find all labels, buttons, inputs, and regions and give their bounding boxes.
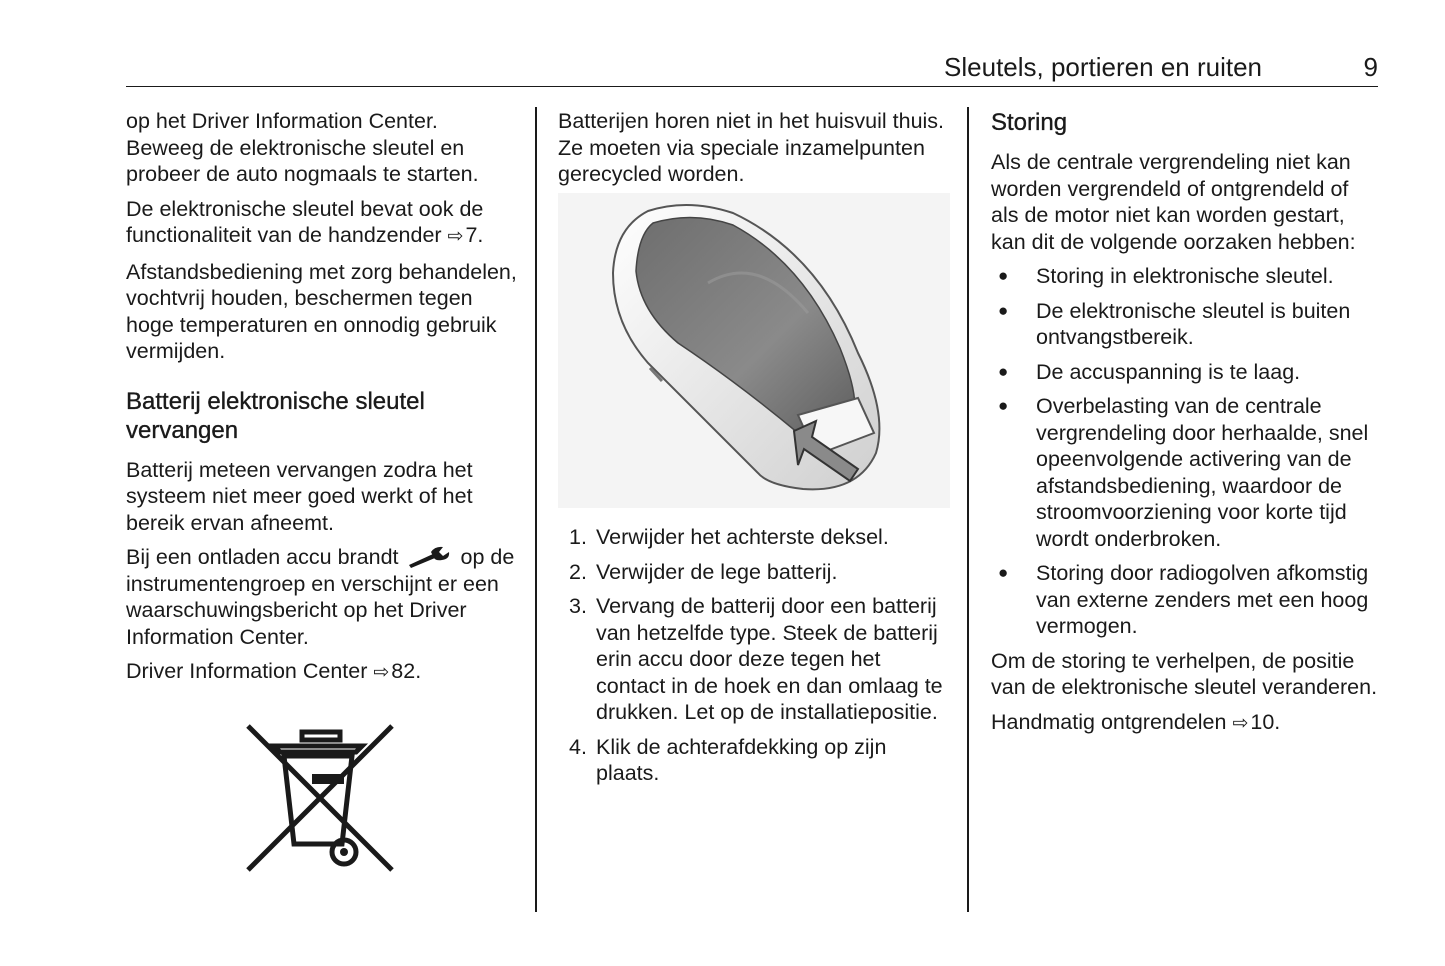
- step-number: 3.: [569, 594, 587, 618]
- wrench-icon: [407, 546, 453, 568]
- step-text: Verwijder het achterste deksel.: [596, 525, 889, 549]
- list-item: ● De accuspanning is te laag.: [991, 359, 1381, 386]
- cross-reference[interactable]: [1232, 710, 1280, 734]
- reference-page: 10.: [1250, 709, 1281, 734]
- list-item: [558, 559, 950, 586]
- causes-list: [991, 263, 1381, 640]
- page-header: [126, 50, 1378, 87]
- section-title: Sleutels, portieren en ruiten: [944, 52, 1262, 82]
- key-fob-illustration: [558, 193, 950, 508]
- paragraph: [126, 544, 518, 650]
- arrow-reference-icon: ⇨: [447, 226, 464, 247]
- column-left: [126, 108, 518, 695]
- reference-page: 7.: [465, 223, 484, 247]
- cross-reference[interactable]: [448, 223, 484, 247]
- step-text: Verwijder de lege batterij.: [596, 559, 838, 584]
- list-item: [558, 734, 950, 787]
- step-number: 1.: [569, 525, 587, 549]
- section-heading: Storing: [991, 109, 1068, 136]
- paragraph: Batterijen horen niet in het huisvuil thuis. Ze moeten via speciale inzamelpunten gerecycled worden.: [558, 109, 945, 186]
- replacement-steps: [558, 524, 950, 795]
- list-item: ● De elektronische sleutel is buiten ontvangstbereik.: [991, 298, 1381, 351]
- paragraph-text: Handmatig ontgrendelen: [991, 709, 1227, 734]
- paragraph-text: De elektronische sleutel bevat ook de functionaliteit van de handzender: [126, 196, 484, 247]
- list-item: [558, 524, 950, 551]
- page-number: 9: [1363, 52, 1378, 82]
- step-text: Klik de achterafdekking op zijn plaats.: [596, 734, 887, 785]
- step-number: 2.: [569, 559, 587, 584]
- list-item: [558, 593, 950, 726]
- step-number: 4.: [569, 734, 587, 759]
- paragraph-text: op de instrumentengroep en verschijnt er een waarschuwingsbericht op het Driver Information Center.: [126, 545, 515, 649]
- arrow-reference-icon: ⇨: [373, 662, 390, 683]
- section-heading: Batterij elektronische sleutel vervangen: [126, 387, 425, 444]
- paragraph: Afstandsbediening met zorg behandelen, vochtvrij houden, beschermen tegen hoge temperaturen en onnodig gebruik vermijden.: [126, 259, 517, 363]
- column-right: [991, 108, 1381, 745]
- paragraph: [126, 196, 518, 251]
- column-divider: [535, 107, 537, 912]
- column-divider: [967, 107, 969, 912]
- paragraph: Om de storing te verhelpen, de positie van de elektronische sleutel veranderen.: [991, 648, 1378, 699]
- crossed-out-wheelie-bin-icon: [244, 722, 396, 874]
- paragraph-text: Bij een ontladen accu brandt: [126, 545, 399, 569]
- list-item: ● Overbelasting van de centrale vergrendeling door herhaalde, snel opeenvolgende activering van de afstandsbediening, waardoor de stroomvoorziening voor korte tijd wordt onderbroken.: [991, 393, 1381, 552]
- cross-reference[interactable]: [373, 659, 421, 683]
- paragraph-text: Driver Information Center: [126, 659, 368, 683]
- list-item: ● Storing door radiogolven afkomstig van externe zenders met een hoog vermogen.: [991, 560, 1381, 640]
- paragraph: [991, 709, 1381, 738]
- reference-page: 82.: [391, 659, 422, 683]
- step-text: Vervang de batterij door een batterij van hetzelfde type. Steek de batterij erin accu door deze tegen het contact in de hoek en dan omlaag te drukken. Let op de installatiepositie.: [596, 594, 943, 724]
- arrow-reference-icon: ⇨: [1232, 712, 1249, 734]
- column-middle: [558, 108, 950, 196]
- paragraph: [126, 658, 518, 687]
- key-fob-drawing: [558, 193, 950, 508]
- paragraph: Als de centrale vergrendeling niet kan worden vergrendeld of ontgrendeld of als de motor niet kan worden gestart, kan dit de volgende oorzaken hebben:: [991, 150, 1356, 254]
- paragraph: Batterij meteen vervangen zodra het systeem niet meer goed werkt of het bereik ervan afneemt.: [126, 457, 473, 535]
- list-item: ● Storing in elektronische sleutel.: [991, 263, 1381, 290]
- paragraph: op het Driver Information Center. Beweeg de elektronische sleutel en probeer de auto nogmaals te starten.: [126, 109, 479, 186]
